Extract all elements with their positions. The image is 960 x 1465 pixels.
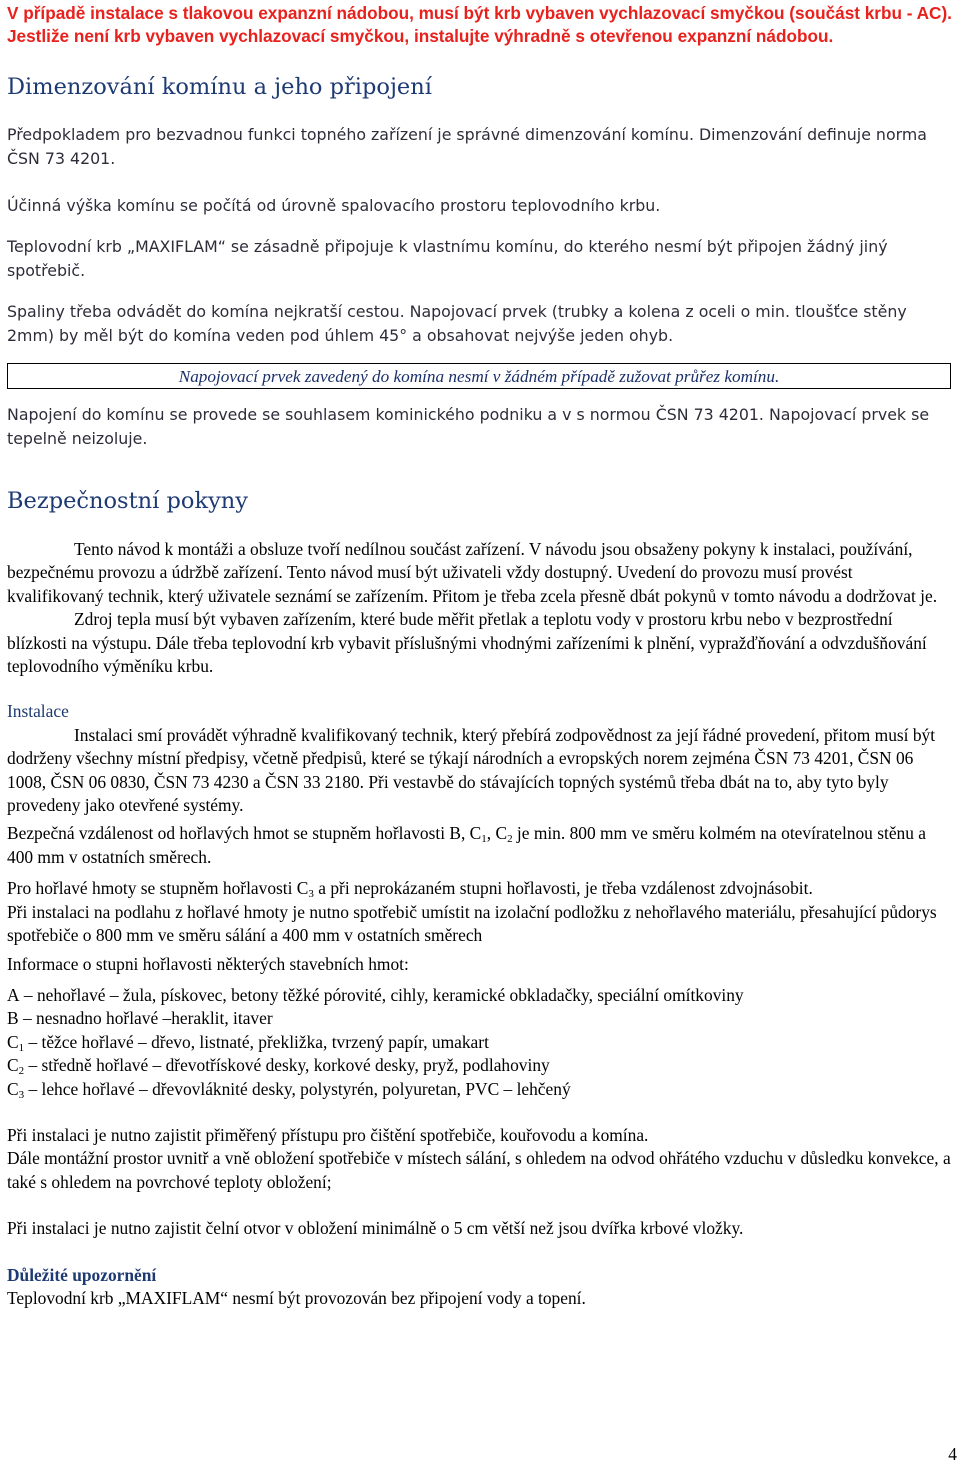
installation-intro-first-line: Instalaci smí provádět výhradně kvalifikovaný technik, který přebírá zodpovědnost za její řádné [74, 724, 742, 745]
flammability-class-c3 [7, 1078, 953, 1101]
class-description: – těžce hořlavé – dřevo, listnaté, překližka, tvrzený papír, umakart [24, 1031, 489, 1052]
flammability-class-a [7, 984, 953, 1007]
notice-heading-text: Důležité upozornění [7, 1264, 157, 1285]
flammability-info: Informace o stupni hořlavosti některých stavebních hmot: [7, 953, 409, 974]
chimney-paragraph-3: Teplovodní krb „MAXIFLAM“ se zásadně připojuje k vlastnímu komínu, do kterého nesmí být připojen žádný jiný spotřebič. [7, 237, 888, 280]
flammability-classes-list [7, 984, 953, 1101]
front-opening-paragraph: Při instalaci je nutno zajistit čelní otvor v obložení minimálně o 5 cm větší než jsou dvířka krbové vložky. [7, 1218, 744, 1239]
chimney-paragraph-1: Předpokladem pro bezvadnou funkci topného zařízení je správné dimenzování komínu. Dimenzování definuje norma ČSN 73 4201. [7, 125, 927, 168]
page-number: 4 [948, 1444, 957, 1464]
class-sub: 3 [18, 1088, 25, 1101]
safety-instructions [7, 538, 953, 678]
safety-paragraph-2-first-line: Zdroj tepla musí být vybaven zařízením, které bude měřit přetlak a teplotu vody v prostoru krbu nebo [74, 609, 781, 630]
safe-distance-text-b: , C [486, 823, 508, 844]
flammable-text-a: Pro hořlavé hmoty se stupněm hořlavosti C [7, 878, 309, 899]
flammable-sub: 3 [308, 888, 314, 901]
safety-paragraph-2 [7, 608, 953, 678]
class-sub: 2 [18, 1065, 25, 1078]
class-code: C [7, 1055, 19, 1076]
safe-distance-text-c: je min. 800 mm ve směru kolmém na otevíratelnou stěnu a 400 mm v ostatních směrech. [7, 823, 926, 867]
notice-heading [7, 1264, 953, 1287]
class-code: C [7, 1078, 19, 1099]
installation-heading [7, 700, 953, 723]
connector-warning-box: Napojovací prvek zavedený do komína nesmí v žádném případě zužovat průřez komínu. [7, 363, 951, 389]
flammability-class-c1 [7, 1031, 953, 1054]
class-description: – středně hořlavé – dřevotřískové desky, korkové desky, pryž, podlahoviny [24, 1055, 550, 1076]
installation-intro-rest: provedení, přitom musí být dodrženy všechny místní předpisy, včetně předpisů, které se týkají národních a evropských norem zejména ČSN 73 4201, ČSN 06 1008, ČSN 06 0830, ČSN 73 4230 a ČSN 33 2180. Při vestavbě do stávajících topných systémů třeba dbát na to, aby tyto byly provedeny jako otevřené systémy. [7, 724, 936, 816]
access-paragraph: Při instalaci je nutno zajistit přiměřený přístupu pro čištění spotřebiče, kouřovodu a komína. [7, 1124, 649, 1145]
installation-heading-text: Instalace [7, 701, 69, 722]
document-page [7, 0, 953, 1465]
flammable-text-b: a při neprokázaném stupni hořlavosti, je třeba vzdálenost zdvojnásobit. [313, 878, 813, 899]
installation-intro [7, 724, 953, 818]
chimney-paragraph-4: Spaliny třeba odvádět do komína nejkratší cestou. Napojovací prvek (trubky a kolena z oceli o min. tloušťce stěny 2mm) by měl být do komína veden pod úhlem 45° a obsahovat nejvýše jeden ohyb. [7, 302, 907, 345]
class-description: – lehce hořlavé – dřevovláknité desky, polystyrén, polyuretan, PVC – lehčený [24, 1078, 571, 1099]
safe-distance-sub-1: 1 [481, 833, 487, 846]
chimney-paragraph-2: Účinná výška komínu se počítá od úrovně spalovacího prostoru teplovodního krbu. [7, 196, 661, 215]
class-code: C [7, 1031, 19, 1052]
class-code: B [7, 1008, 19, 1029]
class-sub: 1 [18, 1041, 25, 1054]
flammability-class-c2 [7, 1054, 953, 1077]
safety-paragraph-1 [7, 538, 953, 608]
chimney-heading: Dimenzování komínu a jeho připojení [7, 74, 432, 100]
safety-paragraph-2-rest: v bezprostřední blízkosti na výstupu. Dále třeba teplovodní krb vybavit příslušnými vhodnými zařízeními k plnění, vypražďňování a odvzdušňování teplovodního výměníku krbu. [7, 609, 927, 677]
class-description: – nehořlavé – žula, pískovec, betony těžké pórovité, cihly, keramické obkladačky, speciální omítkoviny [19, 984, 744, 1005]
safety-paragraph-1-rest: k instalaci, používání, bezpečnému provozu a údržbě zařízení. Tento návod musí být uživateli vždy dostupný. Uvedení do provozu musí provést kvalifikovaný technik, který uživatele seznámí se zařízením. Přitom je třeba zcela přesně dbát pokynů v tomto návodu a dodržovat je. [7, 539, 938, 606]
space-paragraph: Dále montážní prostor uvnitř a vně obložení spotřebiče v místech sálání, s ohledem na odvod ohřátého vzduchu v důsledku konvekce, a také s ohledem na povrchové teploty obložení; [7, 1148, 951, 1192]
chimney-paragraph-5: Napojení do komínu se provede se souhlasem kominického podniku a v s normou ČSN 73 4201. Napojovací prvek se tepelně neizoluje. [7, 405, 930, 448]
safety-paragraph-1-first-line: Tento návod k montáži a obsluze tvoří nedílnou součást zařízení. V návodu jsou obsaženy pokyny [74, 539, 756, 559]
safe-distance-paragraph [7, 822, 953, 869]
flammability-class-b [7, 1007, 953, 1030]
class-description: – nesnadno hořlavé –heraklit, itaver [18, 1008, 273, 1029]
installation-section [7, 700, 953, 1310]
class-code: A [7, 984, 20, 1005]
expansion-vessel-warning: V případě instalace s tlakovou expanzní nádobou, musí být krb vybaven vychlazovací smyčkou (součást krbu - AC). Jestliže není krb vybaven vychlazovací smyčkou, instalujte výhradně s otevřenou expanzní nádobou. [7, 3, 952, 46]
floor-paragraph: Při instalaci na podlahu z hořlavé hmoty je nutno spotřebič umístit na izolační podložku z nehořlavého materiálu, přesahující půdorys spotřebiče o 800 mm ve směru sálání a 400 mm v ostatních směrech [7, 901, 937, 946]
notice-text: Teplovodní krb „MAXIFLAM“ nesmí být provozován bez připojení vody a topení. [7, 1287, 586, 1308]
safety-heading: Bezpečnostní pokyny [7, 488, 248, 514]
safe-distance-text-a: Bezpečná vzdálenost od hořlavých hmot se stupněm hořlavosti B, C [7, 823, 482, 844]
safe-distance-sub-2: 2 [507, 833, 513, 846]
flammable-paragraph [7, 877, 953, 900]
